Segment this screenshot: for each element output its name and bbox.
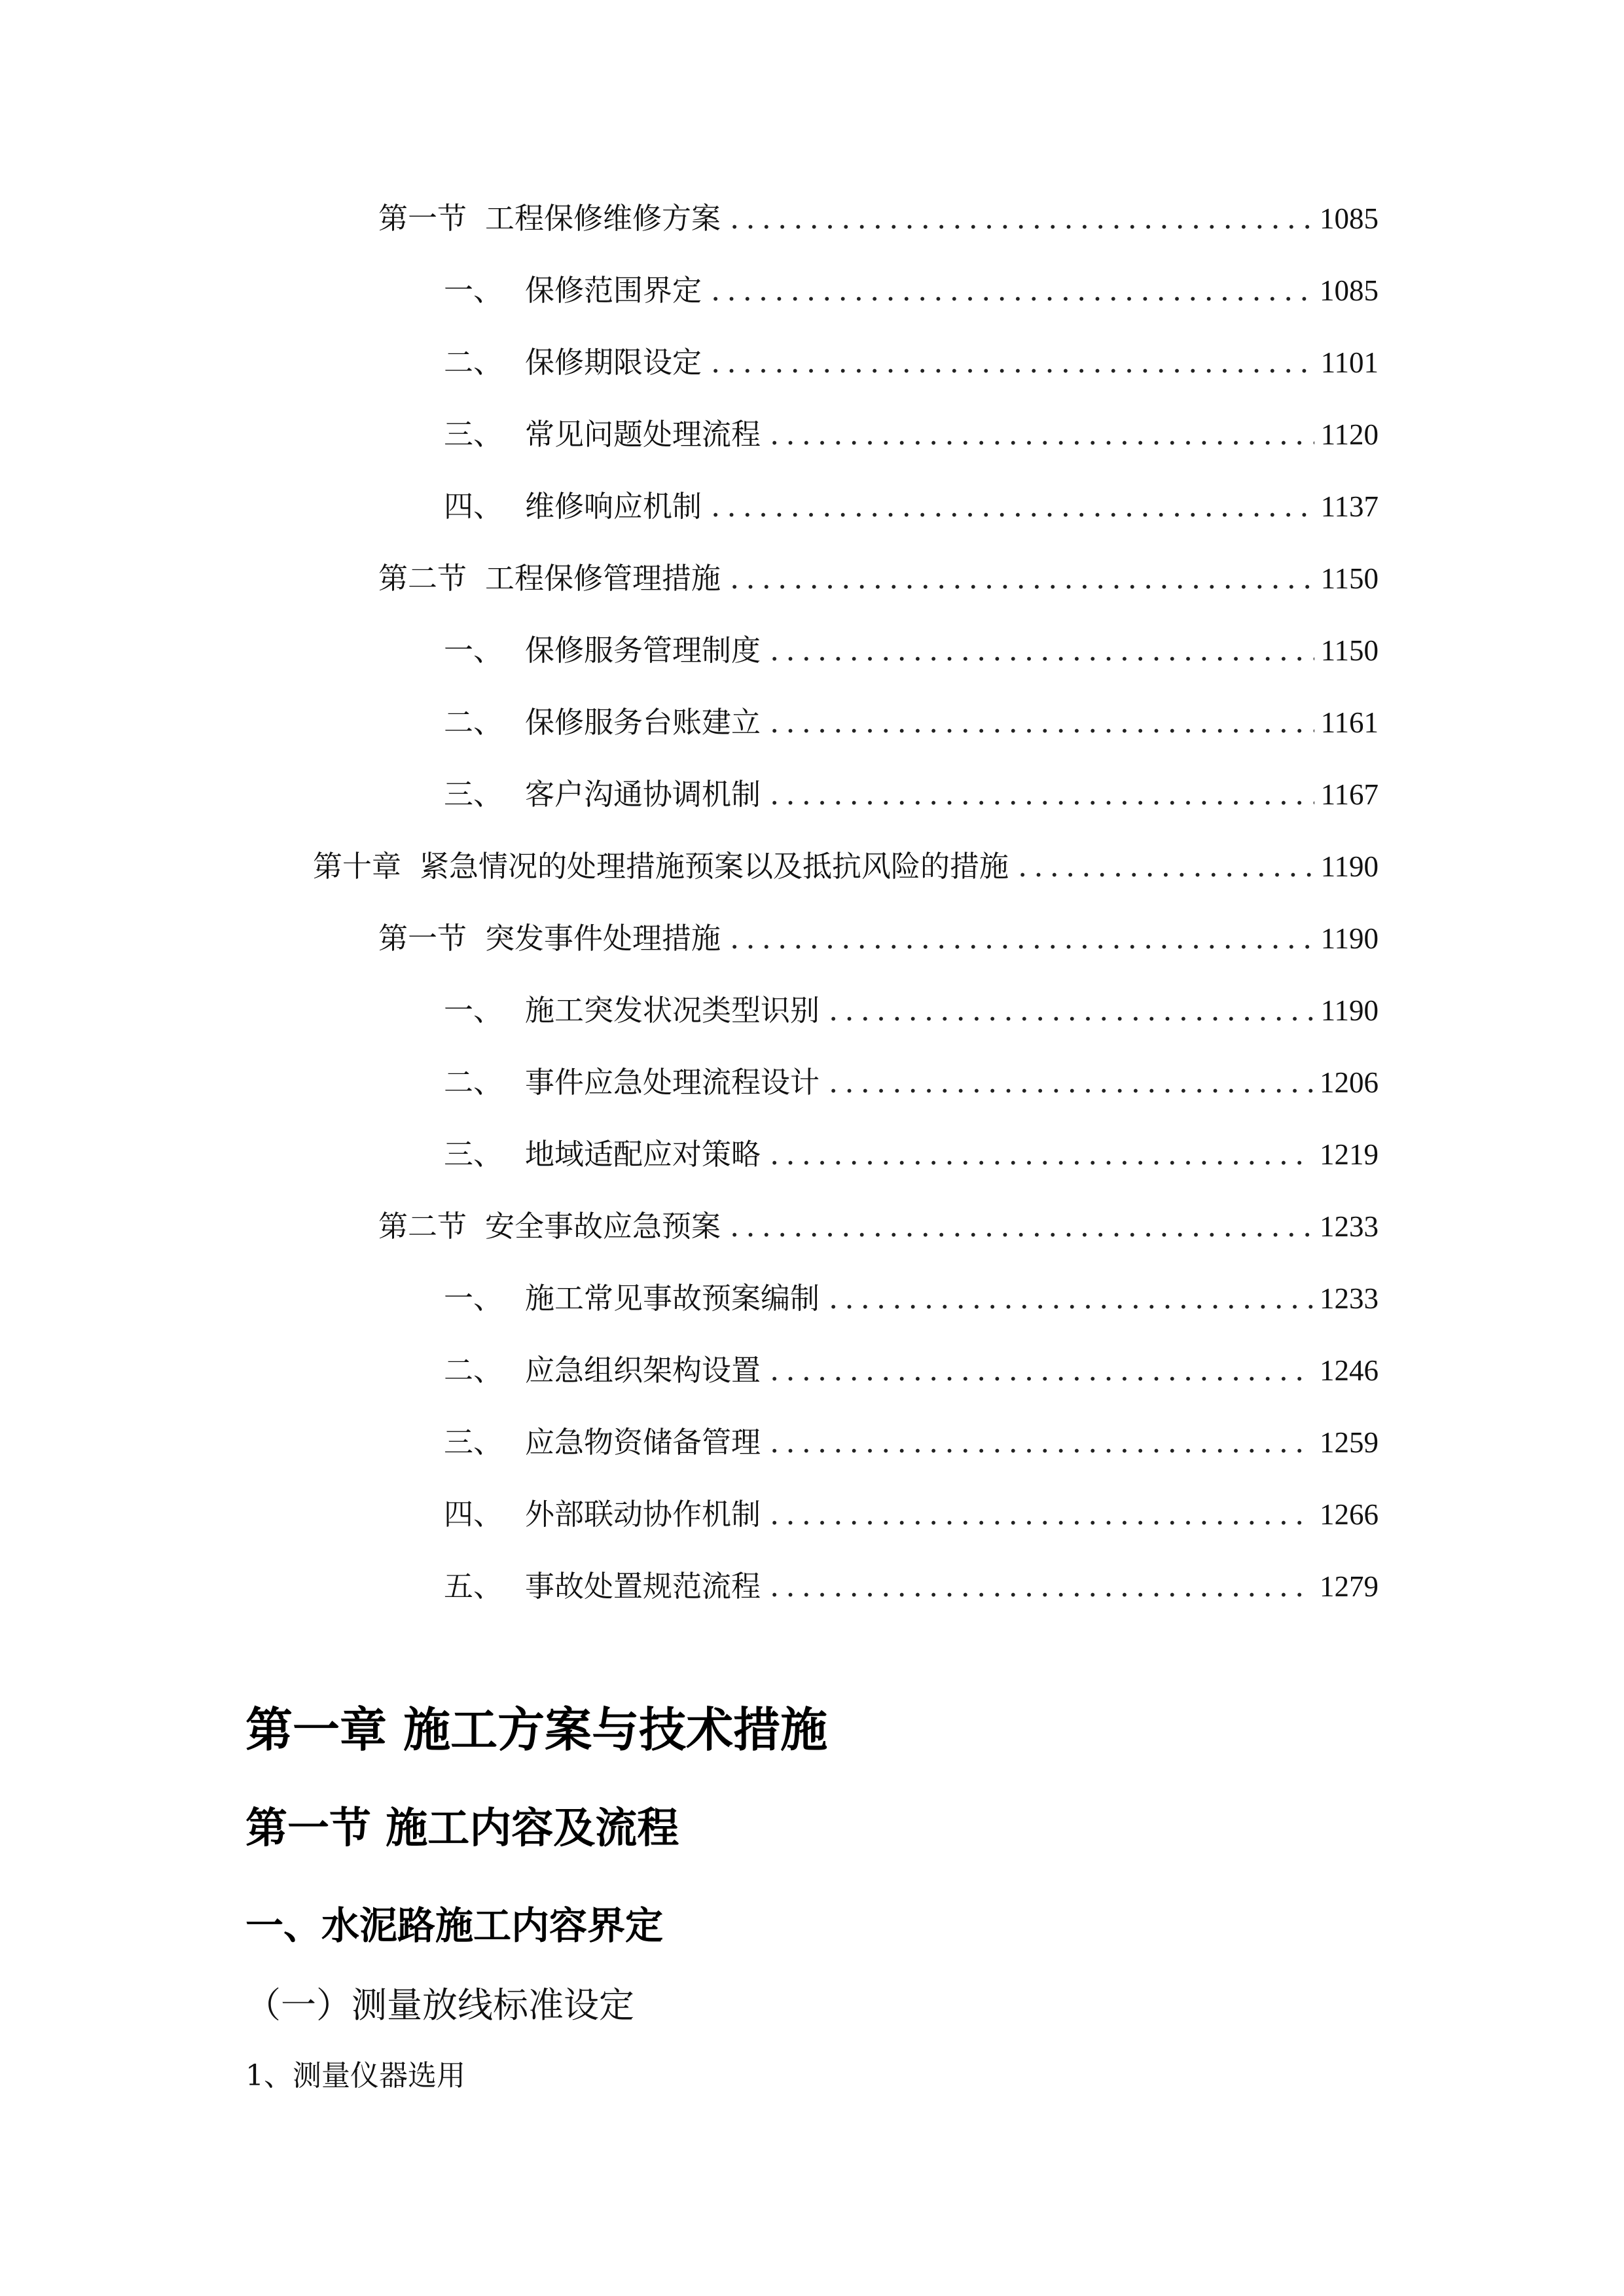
toc-entry[interactable] [378,559,1379,598]
toc-page-number: 1190 [1320,850,1379,883]
subsection-heading: 一、水泥路施工内容界定 [245,1903,664,1948]
toc-page-number: 1266 [1320,1498,1379,1531]
toc-dot-leader [770,631,1314,670]
toc-entry-number: 一、 [444,1281,503,1316]
body-paragraph: 1、测量仪器选用 [245,2059,465,2092]
toc-page-number: 1120 [1320,418,1379,451]
toc-entry-title: 事故处置规范流程 [525,1569,761,1604]
toc-entry[interactable] [444,1063,1379,1102]
toc-page-number: 1190 [1320,994,1379,1027]
toc-entry-title: 客户沟通协调机制 [525,777,761,812]
toc-entry-number: 三、 [444,1137,503,1172]
toc-entry-number: 一、 [444,993,503,1028]
toc-entry-number: 二、 [444,1353,503,1388]
toc-page-number: 1219 [1320,1138,1379,1171]
toc-entry[interactable] [444,1279,1379,1318]
toc-entry-number: 第二节 [378,561,467,596]
toc-entry[interactable] [378,199,1379,238]
toc-dot-leader [829,1279,1313,1318]
toc-page-number: 1150 [1320,562,1379,595]
toc-entry-title: 施工常见事故预案编制 [525,1281,820,1316]
toc-dot-leader [829,991,1314,1030]
toc-dot-leader [1018,847,1314,886]
toc-dot-leader [770,1495,1313,1534]
toc-dot-leader [711,271,1313,310]
toc-entry-number: 五、 [444,1569,503,1604]
toc-entry-title: 工程保修维修方案 [485,201,721,236]
toc-entry-number: 三、 [444,417,503,452]
toc-entry[interactable] [444,415,1379,454]
toc-dot-leader [770,415,1314,454]
toc-page-number: 1161 [1320,706,1379,739]
toc-dot-leader [770,775,1314,814]
toc-page-number: 1101 [1320,346,1379,379]
toc-page-number: 1190 [1320,922,1379,955]
toc-entry[interactable] [444,631,1379,670]
chapter-heading: 第一章 施工方案与技术措施 [245,1702,828,1757]
toc-entry-title: 安全事故应急预案 [485,1209,721,1244]
toc-entry[interactable] [444,271,1379,310]
toc-entry-title: 施工突发状况类型识别 [525,993,820,1028]
toc-page-number: 1137 [1320,490,1379,523]
toc-page-number: 1233 [1320,1210,1379,1243]
section-heading: 第一节 施工内容及流程 [245,1804,679,1853]
toc-page-number: 1167 [1320,778,1379,811]
toc-dot-leader [730,199,1313,238]
toc-entry-number: 第一节 [378,921,467,956]
toc-entry[interactable] [444,1135,1379,1174]
toc-entry-title: 突发事件处理措施 [485,921,721,956]
toc-page-number: 1085 [1320,274,1379,307]
toc-dot-leader [711,487,1314,526]
toc-entry-number: 二、 [444,345,503,380]
toc-entry-number: 一、 [444,633,503,668]
toc-entry-title: 紧急情况的处理措施预案以及抵抗风险的措施 [420,849,1009,884]
toc-entry-number: 第二节 [378,1209,467,1244]
toc-page-number: 1150 [1320,634,1379,667]
toc-entry-number: 二、 [444,705,503,740]
toc-entry-title: 工程保修管理措施 [485,561,721,596]
toc-page-number: 1279 [1320,1570,1379,1603]
toc-entry-number: 三、 [444,777,503,812]
toc-entry[interactable] [444,1567,1379,1606]
toc-dot-leader [770,703,1314,742]
toc-entry-number: 三、 [444,1425,503,1460]
toc-dot-leader [770,1135,1313,1174]
toc-dot-leader [730,919,1314,958]
toc-entry-title: 保修范围界定 [525,273,702,308]
toc-entry-title: 保修服务台账建立 [525,705,761,740]
toc-page-number: 1246 [1320,1354,1379,1387]
toc-entry-title: 应急组织架构设置 [525,1353,761,1388]
toc-entry[interactable] [444,1423,1379,1462]
toc-dot-leader [730,1207,1313,1246]
toc-entry-number: 第一节 [378,201,467,236]
toc-entry-title: 保修期限设定 [525,345,702,380]
toc-page-number: 1259 [1320,1426,1379,1459]
toc-page-number: 1206 [1320,1066,1379,1099]
toc-entry-title: 常见问题处理流程 [525,417,761,452]
toc-dot-leader [711,343,1314,382]
toc-entry[interactable] [444,343,1379,382]
toc-entry[interactable] [444,775,1379,814]
toc-dot-leader [730,559,1314,598]
toc-dot-leader [829,1063,1313,1102]
toc-entry-number: 四、 [444,1497,503,1532]
toc-entry-number: 二、 [444,1065,503,1100]
toc-page-number: 1233 [1320,1282,1379,1315]
sub-subsection-heading: （一）测量放线标准设定 [245,1984,634,2026]
toc-entry[interactable] [444,1495,1379,1534]
toc-entry-title: 外部联动协作机制 [525,1497,761,1532]
toc-entry[interactable] [444,703,1379,742]
toc-entry-title: 事件应急处理流程设计 [525,1065,820,1100]
toc-entry[interactable] [444,487,1379,526]
toc-entry[interactable] [378,1207,1379,1246]
toc-entry-title: 地域适配应对策略 [525,1137,761,1172]
toc-entry[interactable] [444,1351,1379,1390]
toc-dot-leader [770,1351,1313,1390]
toc-entry[interactable] [378,919,1379,958]
toc-entry[interactable] [313,847,1379,886]
toc-entry-number: 一、 [444,273,503,308]
toc-entry-title: 应急物资储备管理 [525,1425,761,1460]
toc-dot-leader [770,1423,1313,1462]
toc-dot-leader [770,1567,1313,1606]
toc-entry-number: 第十章 [313,849,402,884]
toc-entry[interactable] [444,991,1379,1030]
toc-page-number: 1085 [1320,202,1379,235]
toc-entry-title: 维修响应机制 [525,489,702,524]
toc-entry-number: 四、 [444,489,503,524]
toc-entry-title: 保修服务管理制度 [525,633,761,668]
